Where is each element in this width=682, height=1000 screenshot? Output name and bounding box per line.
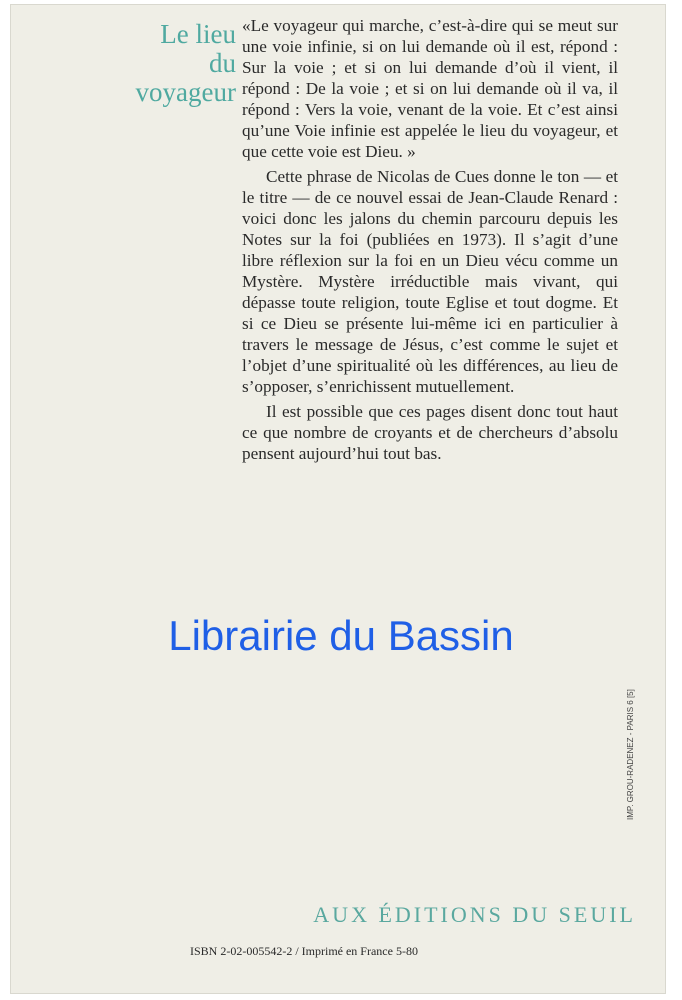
blurb-text	[242, 15, 618, 464]
printer-credit: IMP. GROU-RADENEZ - PARIS 6 [5]	[626, 689, 635, 820]
title-line-2: du voyageur	[135, 48, 236, 107]
publisher-name: AUX ÉDITIONS DU SEUIL	[313, 902, 636, 927]
blurb-paragraph-description: Cette phrase de Nicolas de Cues donne le ton — et le titre — de ce nouvel essai de Jean-Claude Renard : voici donc les jalons du chemin parcouru depuis les Notes sur la foi (publiées en 1973). Il s’agit d’une libre réflexion sur la foi en un Dieu vécu comme un Mystère. Mystère irréductible mais vivant, qui dépasse toute religion, toute Eglise et tout dogme. Et si ce Dieu se présente lui-même ici en particulier à travers le message de Jésus, c’est comme le sujet et l’objet d’une spiritualité où les différences, au lieu de s’opposer, s’enrichissent mutuellement.	[242, 167, 618, 396]
bookseller-watermark: Librairie du Bassin	[168, 612, 514, 659]
blurb-paragraph-quote: «Le voyageur qui marche, c’est-à-dire qui se meut sur une voie infinie, si on lui demande où il est, répond : Sur la voie ; et si on lui demande d’où il vient, il répond : De la voie ; et si on lui demande où il va, il répond : Vers la voie, venant de la voie. Et c’est ainsi qu’une Voie infinie est appelée le lieu du voyageur, et que cette voie est Dieu. »	[242, 16, 618, 161]
isbn-line: ISBN 2-02-005542-2 / Imprimé en France 5-80	[190, 944, 418, 958]
book-title	[116, 20, 236, 107]
title-line-1: Le lieu	[160, 19, 236, 49]
blurb-paragraph-closing: Il est possible que ces pages disent donc tout haut ce que nombre de croyants et de chercheurs d’absolu pensent aujourd’hui tout bas.	[242, 402, 618, 463]
